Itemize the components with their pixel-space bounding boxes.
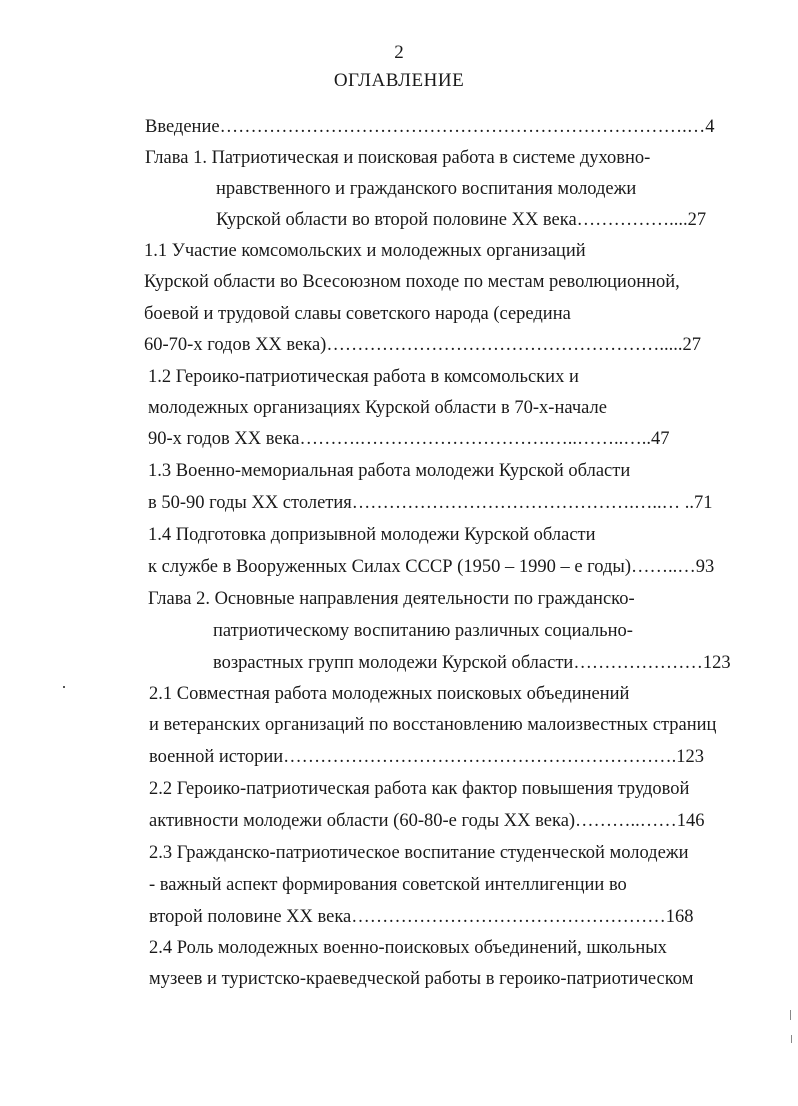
toc-entry-section-2-4-line-1: 2.4 Роль молодежных военно-поисковых объединений, школьных — [149, 938, 667, 958]
toc-entry-section-2-2-line-2: активности молодежи области (60-80-е годы XX века)………..……146 — [149, 811, 705, 831]
toc-entry-section-1-1-line-3: боевой и трудовой славы советского народа (середина — [144, 304, 571, 324]
toc-entry-section-1-3-line-1: 1.3 Военно-мемориальная работа молодежи Курской области — [148, 461, 631, 481]
toc-entry-section-2-3-line-2: - важный аспект формирования советской интеллигенции во — [149, 875, 627, 895]
toc-entry-intro: Введение………………………………………………………………….…4 — [145, 117, 715, 137]
toc-entry-section-2-3-line-3: второй половине XX века……………………………………………168 — [149, 907, 694, 927]
page-number: 2 — [394, 42, 404, 63]
toc-entry-section-1-1-line-1: 1.1 Участие комсомольских и молодежных организаций — [144, 241, 586, 261]
toc-entry-section-1-4-line-1: 1.4 Подготовка допризывной молодежи Курской области — [148, 525, 596, 545]
toc-entry-chapter-2-line-3: возрастных групп молодежи Курской области…………………123 — [213, 653, 731, 673]
toc-entry-section-1-2-line-2: молодежных организациях Курской области в 70-х-начале — [148, 398, 607, 418]
toc-entry-section-2-4-line-2: музеев и туристско-краеведческой работы в героико-патриотическом — [149, 969, 694, 989]
toc-entry-section-1-2-line-3: 90-х годов XX века……….………………………….…..……..…..47 — [148, 429, 670, 449]
toc-entry-section-2-1-line-2: и ветеранских организаций по восстановлению малоизвестных страниц — [149, 715, 717, 735]
toc-entry-chapter-1-line-3: Курской области во второй половине XX века……………....27 — [216, 210, 707, 230]
toc-entry-section-1-2-line-1: 1.2 Героико-патриотическая работа в комсомольских и — [148, 367, 579, 387]
toc-entry-section-1-1-line-4: 60-70-х годов XX века)……………………………………………….....27 — [144, 335, 701, 355]
toc-entry-chapter-2-line-2: патриотическому воспитанию различных социально- — [213, 621, 633, 641]
toc-entry-section-1-1-line-2: Курской области во Всесоюзном походе по местам революционной, — [144, 272, 680, 292]
toc-entry-section-1-4-line-2: к службе в Вооруженных Силах СССР (1950 – 1990 – е годы)……..…93 — [148, 557, 715, 577]
toc-entry-chapter-1-line-2: нравственного и гражданского воспитания молодежи — [216, 179, 637, 199]
scan-edge-mark — [791, 1035, 792, 1043]
toc-entry-chapter-1-line-1: Глава 1. Патриотическая и поисковая работа в системе духовно- — [145, 148, 651, 168]
toc-entry-chapter-2-line-1: Глава 2. Основные направления деятельности по гражданско- — [148, 589, 635, 609]
scan-speck — [63, 686, 65, 688]
toc-title: ОГЛАВЛЕНИЕ — [333, 70, 465, 91]
toc-entry-section-2-1-line-3: военной истории……………………………………………………….123 — [149, 747, 704, 767]
toc-entry-section-2-3-line-1: 2.3 Гражданско-патриотическое воспитание студенческой молодежи — [149, 843, 689, 863]
toc-entry-section-2-2-line-1: 2.2 Героико-патриотическая работа как фактор повышения трудовой — [149, 779, 690, 799]
scan-edge-mark — [790, 1010, 791, 1020]
toc-entry-section-2-1-line-1: 2.1 Совместная работа молодежных поисковых объединений — [149, 684, 630, 704]
toc-entry-section-1-3-line-2: в 50-90 годы XX столетия……………………………………….…..… ..71 — [148, 493, 713, 513]
